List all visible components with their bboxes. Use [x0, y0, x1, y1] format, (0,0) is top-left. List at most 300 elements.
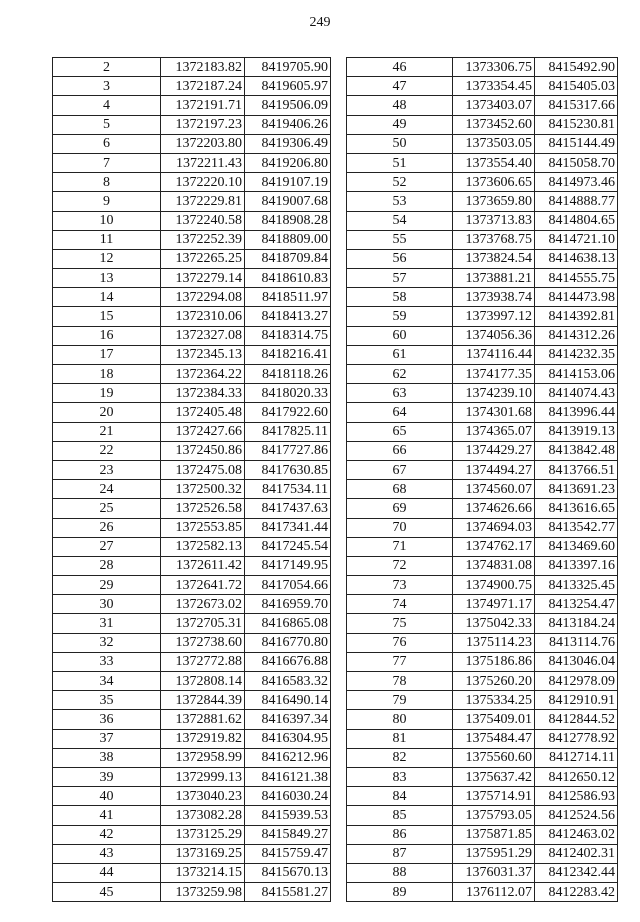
x-coordinate-cell: 1374831.08 — [453, 556, 535, 575]
y-coordinate-cell: 8415581.27 — [245, 883, 331, 902]
y-coordinate-cell: 8413919.13 — [535, 422, 618, 441]
table-row — [53, 518, 331, 537]
table-row — [347, 249, 618, 268]
point-number-cell: 25 — [53, 499, 161, 518]
point-number-cell: 50 — [347, 134, 453, 153]
point-number-cell: 12 — [53, 249, 161, 268]
table-row — [53, 365, 331, 384]
y-coordinate-cell: 8418216.41 — [245, 345, 331, 364]
y-coordinate-cell: 8419306.49 — [245, 134, 331, 153]
point-number-cell: 37 — [53, 729, 161, 748]
point-number-cell: 15 — [53, 307, 161, 326]
x-coordinate-cell: 1373938.74 — [453, 288, 535, 307]
table-row — [53, 460, 331, 479]
y-coordinate-cell: 8412524.56 — [535, 806, 618, 825]
y-coordinate-cell: 8412910.91 — [535, 691, 618, 710]
point-number-cell: 14 — [53, 288, 161, 307]
table-row — [53, 633, 331, 652]
table-row — [347, 422, 618, 441]
y-coordinate-cell: 8417630.85 — [245, 460, 331, 479]
table-row — [53, 96, 331, 115]
y-coordinate-cell: 8419605.97 — [245, 77, 331, 96]
table-row — [53, 863, 331, 882]
y-coordinate-cell: 8413184.24 — [535, 614, 618, 633]
y-coordinate-cell: 8419406.26 — [245, 115, 331, 134]
table-row — [53, 883, 331, 902]
x-coordinate-cell: 1374626.66 — [453, 499, 535, 518]
y-coordinate-cell: 8413397.16 — [535, 556, 618, 575]
point-number-cell: 29 — [53, 576, 161, 595]
x-coordinate-cell: 1372450.86 — [161, 441, 245, 460]
point-number-cell: 88 — [347, 863, 453, 882]
y-coordinate-cell: 8417341.44 — [245, 518, 331, 537]
x-coordinate-cell: 1372553.85 — [161, 518, 245, 537]
x-coordinate-cell: 1372294.08 — [161, 288, 245, 307]
table-row — [347, 633, 618, 652]
y-coordinate-cell: 8412714.11 — [535, 748, 618, 767]
table-row — [347, 365, 618, 384]
x-coordinate-cell: 1375042.33 — [453, 614, 535, 633]
x-coordinate-cell: 1374971.17 — [453, 595, 535, 614]
point-number-cell: 39 — [53, 767, 161, 786]
x-coordinate-cell: 1373713.83 — [453, 211, 535, 230]
point-number-cell: 4 — [53, 96, 161, 115]
x-coordinate-cell: 1375793.05 — [453, 806, 535, 825]
point-number-cell: 19 — [53, 384, 161, 403]
x-coordinate-cell: 1372229.81 — [161, 192, 245, 211]
y-coordinate-cell: 8412978.09 — [535, 672, 618, 691]
x-coordinate-cell: 1372220.10 — [161, 173, 245, 192]
y-coordinate-cell: 8419007.68 — [245, 192, 331, 211]
table-row — [347, 863, 618, 882]
table-row — [53, 422, 331, 441]
y-coordinate-cell: 8415058.70 — [535, 153, 618, 172]
y-coordinate-cell: 8414555.75 — [535, 269, 618, 288]
point-number-cell: 56 — [347, 249, 453, 268]
x-coordinate-cell: 1372187.24 — [161, 77, 245, 96]
point-number-cell: 71 — [347, 537, 453, 556]
table-row — [347, 844, 618, 863]
point-number-cell: 34 — [53, 672, 161, 691]
point-number-cell: 20 — [53, 403, 161, 422]
table-row — [347, 96, 618, 115]
point-number-cell: 17 — [53, 345, 161, 364]
point-number-cell: 74 — [347, 595, 453, 614]
point-number-cell: 89 — [347, 883, 453, 902]
point-number-cell: 53 — [347, 192, 453, 211]
y-coordinate-cell: 8415405.03 — [535, 77, 618, 96]
y-coordinate-cell: 8416304.95 — [245, 729, 331, 748]
x-coordinate-cell: 1375260.20 — [453, 672, 535, 691]
table-row — [53, 211, 331, 230]
y-coordinate-cell: 8412463.02 — [535, 825, 618, 844]
table-row — [53, 614, 331, 633]
table-row — [347, 115, 618, 134]
point-number-cell: 44 — [53, 863, 161, 882]
point-number-cell: 59 — [347, 307, 453, 326]
page-number: 249 — [309, 15, 331, 30]
table-row — [347, 134, 618, 153]
x-coordinate-cell: 1373824.54 — [453, 249, 535, 268]
y-coordinate-cell: 8419206.80 — [245, 153, 331, 172]
point-number-cell: 45 — [53, 883, 161, 902]
x-coordinate-cell: 1372958.99 — [161, 748, 245, 767]
x-coordinate-cell: 1374177.35 — [453, 365, 535, 384]
y-coordinate-cell: 8419705.90 — [245, 58, 331, 77]
y-coordinate-cell: 8417727.86 — [245, 441, 331, 460]
table-row — [53, 825, 331, 844]
y-coordinate-cell: 8415317.66 — [535, 96, 618, 115]
table-row — [347, 326, 618, 345]
x-coordinate-cell: 1373503.05 — [453, 134, 535, 153]
point-number-cell: 24 — [53, 480, 161, 499]
point-number-cell: 33 — [53, 652, 161, 671]
point-number-cell: 73 — [347, 576, 453, 595]
y-coordinate-cell: 8414638.13 — [535, 249, 618, 268]
x-coordinate-cell: 1373881.21 — [453, 269, 535, 288]
y-coordinate-cell: 8412778.92 — [535, 729, 618, 748]
table-row — [53, 288, 331, 307]
x-coordinate-cell: 1372673.02 — [161, 595, 245, 614]
x-coordinate-cell: 1373259.98 — [161, 883, 245, 902]
point-number-cell: 23 — [53, 460, 161, 479]
y-coordinate-cell: 8418413.27 — [245, 307, 331, 326]
x-coordinate-cell: 1373452.60 — [453, 115, 535, 134]
table-row — [347, 460, 618, 479]
y-coordinate-cell: 8413114.76 — [535, 633, 618, 652]
table-row — [347, 787, 618, 806]
table-row — [347, 384, 618, 403]
y-coordinate-cell: 8415939.53 — [245, 806, 331, 825]
table-row — [347, 767, 618, 786]
y-coordinate-cell: 8417149.95 — [245, 556, 331, 575]
point-number-cell: 61 — [347, 345, 453, 364]
x-coordinate-cell: 1375186.86 — [453, 652, 535, 671]
table-row — [53, 787, 331, 806]
point-number-cell: 57 — [347, 269, 453, 288]
point-number-cell: 9 — [53, 192, 161, 211]
point-number-cell: 66 — [347, 441, 453, 460]
table-row — [53, 652, 331, 671]
table-row — [53, 153, 331, 172]
table-row — [53, 576, 331, 595]
y-coordinate-cell: 8412342.44 — [535, 863, 618, 882]
x-coordinate-cell: 1374900.75 — [453, 576, 535, 595]
y-coordinate-cell: 8416959.70 — [245, 595, 331, 614]
y-coordinate-cell: 8419506.09 — [245, 96, 331, 115]
point-number-cell: 18 — [53, 365, 161, 384]
y-coordinate-cell: 8416865.08 — [245, 614, 331, 633]
point-number-cell: 13 — [53, 269, 161, 288]
table-row — [53, 441, 331, 460]
table-row — [347, 595, 618, 614]
x-coordinate-cell: 1373354.45 — [453, 77, 535, 96]
x-coordinate-cell: 1373214.15 — [161, 863, 245, 882]
x-coordinate-cell: 1374365.07 — [453, 422, 535, 441]
x-coordinate-cell: 1376112.07 — [453, 883, 535, 902]
table-row — [53, 403, 331, 422]
point-number-cell: 76 — [347, 633, 453, 652]
table-row — [347, 288, 618, 307]
point-number-cell: 38 — [53, 748, 161, 767]
table-row — [53, 249, 331, 268]
x-coordinate-cell: 1373169.25 — [161, 844, 245, 863]
point-number-cell: 72 — [347, 556, 453, 575]
x-coordinate-cell: 1374239.10 — [453, 384, 535, 403]
x-coordinate-cell: 1373306.75 — [453, 58, 535, 77]
table-row — [53, 192, 331, 211]
x-coordinate-cell: 1372211.43 — [161, 153, 245, 172]
y-coordinate-cell: 8414973.46 — [535, 173, 618, 192]
y-coordinate-cell: 8413254.47 — [535, 595, 618, 614]
x-coordinate-cell: 1372327.08 — [161, 326, 245, 345]
x-coordinate-cell: 1373606.65 — [453, 173, 535, 192]
y-coordinate-cell: 8417825.11 — [245, 422, 331, 441]
table-row — [347, 345, 618, 364]
y-coordinate-cell: 8415849.27 — [245, 825, 331, 844]
x-coordinate-cell: 1374762.17 — [453, 537, 535, 556]
table-row — [53, 173, 331, 192]
x-coordinate-cell: 1372475.08 — [161, 460, 245, 479]
x-coordinate-cell: 1374116.44 — [453, 345, 535, 364]
point-number-cell: 82 — [347, 748, 453, 767]
point-number-cell: 42 — [53, 825, 161, 844]
y-coordinate-cell: 8412844.52 — [535, 710, 618, 729]
table-row — [53, 595, 331, 614]
y-coordinate-cell: 8414804.65 — [535, 211, 618, 230]
point-number-cell: 55 — [347, 230, 453, 249]
point-number-cell: 21 — [53, 422, 161, 441]
table-row — [53, 748, 331, 767]
point-number-cell: 40 — [53, 787, 161, 806]
x-coordinate-cell: 1372183.82 — [161, 58, 245, 77]
x-coordinate-cell: 1373403.07 — [453, 96, 535, 115]
x-coordinate-cell: 1372310.06 — [161, 307, 245, 326]
x-coordinate-cell: 1372844.39 — [161, 691, 245, 710]
x-coordinate-cell: 1372641.72 — [161, 576, 245, 595]
table-row — [53, 806, 331, 825]
x-coordinate-cell: 1372738.60 — [161, 633, 245, 652]
point-number-cell: 52 — [347, 173, 453, 192]
y-coordinate-cell: 8414888.77 — [535, 192, 618, 211]
point-number-cell: 79 — [347, 691, 453, 710]
x-coordinate-cell: 1375334.25 — [453, 691, 535, 710]
table-row — [347, 672, 618, 691]
point-number-cell: 3 — [53, 77, 161, 96]
x-coordinate-cell: 1372705.31 — [161, 614, 245, 633]
y-coordinate-cell: 8414721.10 — [535, 230, 618, 249]
x-coordinate-cell: 1373659.80 — [453, 192, 535, 211]
y-coordinate-cell: 8413469.60 — [535, 537, 618, 556]
table-row — [53, 729, 331, 748]
point-number-cell: 46 — [347, 58, 453, 77]
x-coordinate-cell: 1375114.23 — [453, 633, 535, 652]
y-coordinate-cell: 8414074.43 — [535, 384, 618, 403]
table-row — [347, 58, 618, 77]
table-row — [53, 77, 331, 96]
x-coordinate-cell: 1373082.28 — [161, 806, 245, 825]
table-row — [53, 672, 331, 691]
table-row — [53, 345, 331, 364]
y-coordinate-cell: 8416770.80 — [245, 633, 331, 652]
point-number-cell: 51 — [347, 153, 453, 172]
x-coordinate-cell: 1374301.68 — [453, 403, 535, 422]
point-number-cell: 43 — [53, 844, 161, 863]
table-row — [347, 748, 618, 767]
y-coordinate-cell: 8413996.44 — [535, 403, 618, 422]
x-coordinate-cell: 1375714.91 — [453, 787, 535, 806]
x-coordinate-cell: 1374560.07 — [453, 480, 535, 499]
y-coordinate-cell: 8415144.49 — [535, 134, 618, 153]
y-coordinate-cell: 8414312.26 — [535, 326, 618, 345]
y-coordinate-cell: 8418809.00 — [245, 230, 331, 249]
point-number-cell: 81 — [347, 729, 453, 748]
y-coordinate-cell: 8412283.42 — [535, 883, 618, 902]
table-row — [347, 211, 618, 230]
table-row — [53, 767, 331, 786]
point-number-cell: 30 — [53, 595, 161, 614]
x-coordinate-cell: 1373997.12 — [453, 307, 535, 326]
table-row — [347, 441, 618, 460]
x-coordinate-cell: 1372999.13 — [161, 767, 245, 786]
point-number-cell: 10 — [53, 211, 161, 230]
y-coordinate-cell: 8418908.28 — [245, 211, 331, 230]
y-coordinate-cell: 8416397.34 — [245, 710, 331, 729]
table-row — [53, 499, 331, 518]
x-coordinate-cell: 1372881.62 — [161, 710, 245, 729]
table-row — [347, 537, 618, 556]
table-row — [347, 403, 618, 422]
point-number-cell: 68 — [347, 480, 453, 499]
x-coordinate-cell: 1372405.48 — [161, 403, 245, 422]
x-coordinate-cell: 1372265.25 — [161, 249, 245, 268]
x-coordinate-cell: 1372500.32 — [161, 480, 245, 499]
table-row — [347, 614, 618, 633]
table-row — [347, 192, 618, 211]
table-row — [347, 883, 618, 902]
table-row — [53, 269, 331, 288]
y-coordinate-cell: 8418511.97 — [245, 288, 331, 307]
point-number-cell: 62 — [347, 365, 453, 384]
y-coordinate-cell: 8418020.33 — [245, 384, 331, 403]
point-number-cell: 77 — [347, 652, 453, 671]
point-number-cell: 6 — [53, 134, 161, 153]
y-coordinate-cell: 8414473.98 — [535, 288, 618, 307]
x-coordinate-cell: 1372772.88 — [161, 652, 245, 671]
y-coordinate-cell: 8413842.48 — [535, 441, 618, 460]
point-number-cell: 87 — [347, 844, 453, 863]
point-number-cell: 36 — [53, 710, 161, 729]
x-coordinate-cell: 1372919.82 — [161, 729, 245, 748]
point-number-cell: 84 — [347, 787, 453, 806]
y-coordinate-cell: 8419107.19 — [245, 173, 331, 192]
y-coordinate-cell: 8413325.45 — [535, 576, 618, 595]
point-number-cell: 75 — [347, 614, 453, 633]
table-row — [53, 134, 331, 153]
table-row — [347, 480, 618, 499]
x-coordinate-cell: 1372384.33 — [161, 384, 245, 403]
x-coordinate-cell: 1374056.36 — [453, 326, 535, 345]
x-coordinate-cell: 1374429.27 — [453, 441, 535, 460]
y-coordinate-cell: 8418118.26 — [245, 365, 331, 384]
point-number-cell: 26 — [53, 518, 161, 537]
point-number-cell: 27 — [53, 537, 161, 556]
table-row — [53, 480, 331, 499]
table-row — [53, 556, 331, 575]
y-coordinate-cell: 8412650.12 — [535, 767, 618, 786]
table-row — [347, 518, 618, 537]
table-row — [53, 58, 331, 77]
coordinates-table-right — [346, 57, 618, 902]
table-row — [347, 230, 618, 249]
point-number-cell: 11 — [53, 230, 161, 249]
x-coordinate-cell: 1373040.23 — [161, 787, 245, 806]
point-number-cell: 32 — [53, 633, 161, 652]
table-row — [53, 115, 331, 134]
table-row — [53, 307, 331, 326]
y-coordinate-cell: 8416030.24 — [245, 787, 331, 806]
table-row — [347, 269, 618, 288]
table-row — [53, 326, 331, 345]
x-coordinate-cell: 1372364.22 — [161, 365, 245, 384]
table-row — [347, 556, 618, 575]
table-row — [347, 173, 618, 192]
y-coordinate-cell: 8417922.60 — [245, 403, 331, 422]
table-row — [347, 499, 618, 518]
point-number-cell: 58 — [347, 288, 453, 307]
table-row — [53, 844, 331, 863]
point-number-cell: 2 — [53, 58, 161, 77]
point-number-cell: 63 — [347, 384, 453, 403]
table-row — [347, 153, 618, 172]
coordinates-table-left — [52, 57, 331, 902]
x-coordinate-cell: 1375637.42 — [453, 767, 535, 786]
table-row — [347, 691, 618, 710]
y-coordinate-cell: 8414153.06 — [535, 365, 618, 384]
x-coordinate-cell: 1374494.27 — [453, 460, 535, 479]
point-number-cell: 48 — [347, 96, 453, 115]
y-coordinate-cell: 8414392.81 — [535, 307, 618, 326]
point-number-cell: 60 — [347, 326, 453, 345]
point-number-cell: 7 — [53, 153, 161, 172]
table-row — [347, 652, 618, 671]
y-coordinate-cell: 8415759.47 — [245, 844, 331, 863]
table-row — [347, 77, 618, 96]
x-coordinate-cell: 1375871.85 — [453, 825, 535, 844]
y-coordinate-cell: 8416212.96 — [245, 748, 331, 767]
y-coordinate-cell: 8418709.84 — [245, 249, 331, 268]
table-row — [53, 230, 331, 249]
point-number-cell: 8 — [53, 173, 161, 192]
x-coordinate-cell: 1376031.37 — [453, 863, 535, 882]
y-coordinate-cell: 8417245.54 — [245, 537, 331, 556]
x-coordinate-cell: 1375560.60 — [453, 748, 535, 767]
x-coordinate-cell: 1372427.66 — [161, 422, 245, 441]
y-coordinate-cell: 8418610.83 — [245, 269, 331, 288]
x-coordinate-cell: 1372611.42 — [161, 556, 245, 575]
point-number-cell: 49 — [347, 115, 453, 134]
x-coordinate-cell: 1373554.40 — [453, 153, 535, 172]
table-row — [53, 691, 331, 710]
table-row — [347, 576, 618, 595]
point-number-cell: 28 — [53, 556, 161, 575]
x-coordinate-cell: 1372197.23 — [161, 115, 245, 134]
y-coordinate-cell: 8413046.04 — [535, 652, 618, 671]
x-coordinate-cell: 1373768.75 — [453, 230, 535, 249]
x-coordinate-cell: 1372345.13 — [161, 345, 245, 364]
point-number-cell: 5 — [53, 115, 161, 134]
table-row — [347, 710, 618, 729]
